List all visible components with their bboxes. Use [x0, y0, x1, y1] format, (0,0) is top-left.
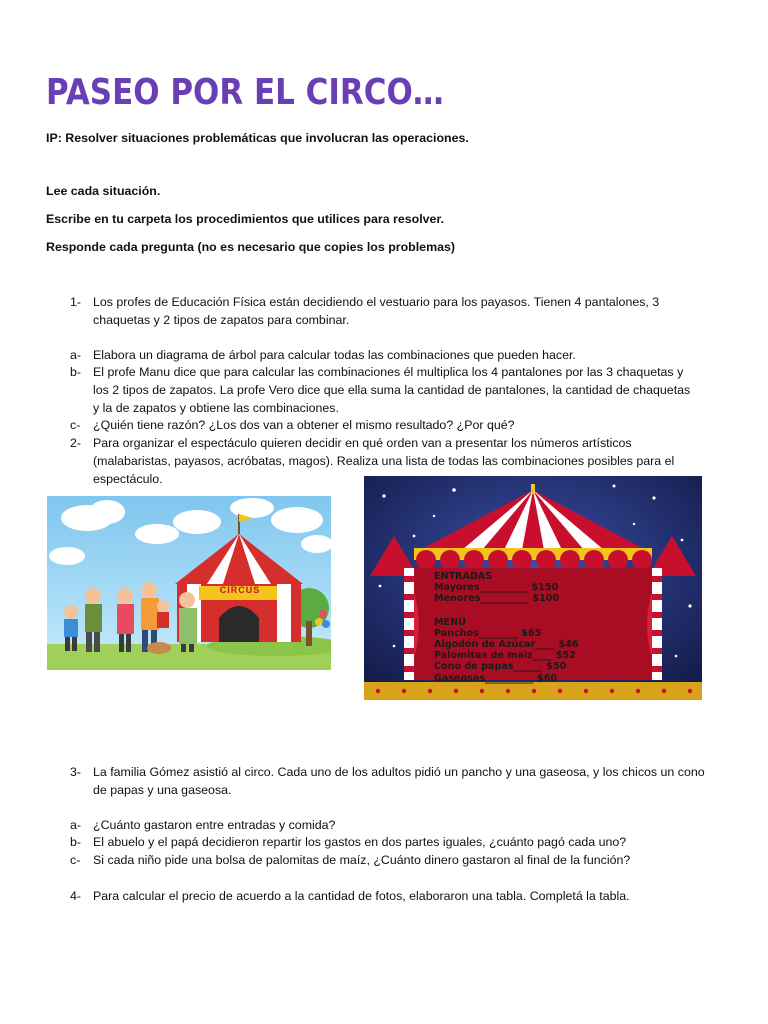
price-row — [434, 639, 654, 650]
item-line: espectáculo. — [93, 472, 163, 486]
item-line: chaquetas y 2 tipos de zapatos para combinar. — [93, 313, 350, 327]
page-title: PASEO POR EL CIRCO… — [46, 72, 444, 113]
family-circus-graphic — [47, 496, 331, 670]
price-value: $65 — [521, 627, 542, 639]
instruction-2: Escribe en tu carpeta los procedimientos que utilices para resolver. — [46, 212, 445, 226]
item-line: La familia Gómez asistió al circo. Cada uno de los adultos pidió un pancho y una gaseosa, y los chicos un cono — [93, 765, 705, 779]
price-row — [434, 661, 654, 672]
instruction-1: Lee cada situación. — [46, 184, 161, 198]
menu-board-text — [434, 571, 654, 684]
price-label: Palomitas de maiz____ — [434, 650, 552, 662]
price-row — [434, 650, 654, 661]
instruction-3: Responde cada pregunta (no es necesario que copies los problemas) — [46, 240, 455, 254]
price-value: $150 — [531, 582, 559, 594]
price-value: $52 — [555, 650, 576, 662]
item-number: 2- — [70, 436, 82, 450]
item-line: El profe Manu dice que para calcular las combinaciones él multiplica los 4 pantalones por las 3 chaquetas y — [93, 365, 684, 379]
item-line: Para organizar el espectáculo quieren decidir en qué orden van a presentar los números artísticos — [93, 436, 632, 450]
item-line: los 2 tipos de zapatos. La profe Vero dice que ella suma la cantidad de pantalones, la cantidad de chaquetas — [93, 383, 691, 397]
item-number: 3- — [70, 765, 82, 779]
circus-sign: CIRCUS — [219, 585, 261, 595]
price-label: Panchos________ — [434, 627, 518, 639]
item-letter: b- — [70, 835, 82, 849]
item-line: Si cada niño pide una bolsa de palomitas de maíz, ¿Cuánto dinero gastaron al final de la función? — [93, 853, 631, 867]
price-label: Mayores__________ — [434, 582, 528, 594]
price-row — [434, 582, 654, 593]
price-label: Algodón de Azúcar____ — [434, 639, 555, 651]
item-letter: a- — [70, 348, 82, 362]
entradas-heading: ENTRADAS — [434, 571, 493, 582]
price-row — [434, 628, 654, 639]
price-label: Gaseosas__________ — [434, 672, 534, 684]
family-circus-illustration — [47, 496, 331, 670]
menu-heading: MENÚ — [434, 616, 466, 628]
price-row — [434, 673, 654, 684]
item-letter: a- — [70, 818, 82, 832]
price-value: $100 — [532, 593, 560, 605]
price-value: $50 — [546, 661, 567, 673]
item-line: y la de zapatos y obtiene las combinaciones. — [93, 401, 339, 415]
item-line: Los profes de Educación Física están decidiendo el vestuario para los payasos. Tienen 4 pantalones, 3 — [93, 295, 660, 309]
price-value: $60 — [537, 672, 558, 684]
item-line: ¿Quién tiene razón? ¿Los dos van a obtener el mismo resultado? ¿Por qué? — [93, 418, 515, 432]
item-line: ¿Cuánto gastaron entre entradas y comida? — [93, 818, 336, 832]
circus-menu-board — [364, 476, 702, 700]
item-letter: c- — [70, 853, 81, 867]
item-line: de papas y una gaseosa. — [93, 783, 232, 797]
item-letter: c- — [70, 418, 81, 432]
item-line: Elabora un diagrama de árbol para calcular todas las combinaciones que pueden hacer. — [93, 348, 576, 362]
price-value: $46 — [558, 639, 579, 651]
item-letter: b- — [70, 365, 82, 379]
item-line: El abuelo y el papá decidieron repartir los gastos en dos partes iguales, ¿cuánto pagó cada uno? — [93, 835, 627, 849]
price-label: Menores__________ — [434, 593, 529, 605]
item-line: Para calcular el precio de acuerdo a la cantidad de fotos, elaboraron una tabla. Completá la tabla. — [93, 889, 630, 903]
objective-text: IP: Resolver situaciones problemáticas que involucran las operaciones. — [46, 131, 469, 145]
price-label: Cono de papas______ — [434, 661, 543, 673]
item-number: 1- — [70, 295, 82, 309]
item-number: 4- — [70, 889, 82, 903]
price-row — [434, 593, 654, 604]
item-line: (malabaristas, payasos, acróbatas, magos). Realiza una lista de todas las combinaciones posibles para el — [93, 454, 675, 468]
